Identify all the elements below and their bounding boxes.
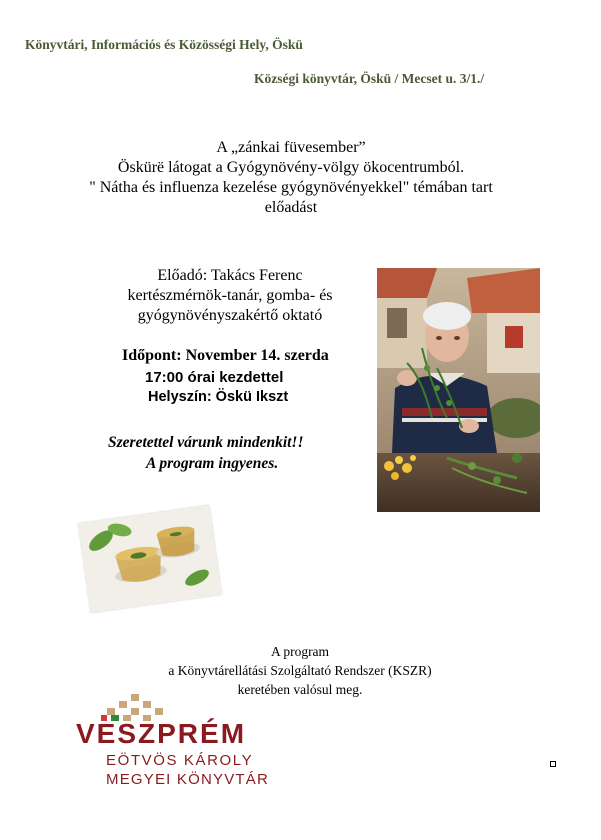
invitation-free: A program ingyenes. bbox=[146, 455, 279, 472]
library-logo bbox=[76, 694, 326, 794]
speaker-photo bbox=[377, 268, 540, 512]
event-time: 17:00 órai kezdettel bbox=[145, 369, 284, 386]
event-place: Helyszín: Öskü Ikszt bbox=[148, 389, 289, 405]
speaker-title: kertészmérnök-tanár, gomba- és bbox=[127, 287, 333, 304]
footer-line-3: keretében valósul meg. bbox=[237, 682, 363, 697]
invitation bbox=[108, 432, 304, 474]
object-resize-handle[interactable] bbox=[550, 761, 556, 767]
speaker-role: gyógynövényszakértő oktató bbox=[137, 307, 323, 324]
herbal-tea-photo bbox=[78, 505, 221, 612]
intro-visit: Öskürë látogat a Gyógynövény-völgy ökocentrumból. bbox=[117, 159, 465, 176]
logo-subtitle-2: MEGYEI KÖNYVTÁR bbox=[106, 771, 270, 788]
program-footer bbox=[140, 642, 460, 699]
intro-lecture: előadást bbox=[264, 199, 318, 216]
speaker-photo-illustration bbox=[377, 268, 540, 512]
footer-line-1: A program bbox=[270, 644, 330, 659]
invitation-welcome: Szeretettel várunk mindenkit!! bbox=[108, 434, 304, 451]
logo-subtitle-1: EÖTVÖS KÁROLY bbox=[106, 752, 254, 769]
speaker-block bbox=[95, 266, 365, 326]
event-date: Időpont: November 14. szerda bbox=[122, 347, 329, 364]
logo-title: VESZPRÉM bbox=[76, 718, 247, 749]
intro-block bbox=[20, 138, 562, 218]
speaker-name: Előadó: Takács Ferenc bbox=[157, 267, 303, 284]
footer-line-2: a Könyvtárellátási Szolgáltató Rendszer (KSZR) bbox=[168, 663, 432, 678]
library-address: Községi könyvtár, Öskü / Mecset u. 3/1./ bbox=[254, 71, 485, 86]
intro-title: A „zánkai füvesember” bbox=[216, 139, 366, 156]
intro-topic: " Nátha és influenza kezelése gyógynövényekkel" témában tart bbox=[89, 179, 493, 196]
organization-name: Könyvtári, Információs és Közösségi Hely, Öskü bbox=[25, 37, 303, 52]
herbal-tea-illustration bbox=[78, 505, 221, 612]
